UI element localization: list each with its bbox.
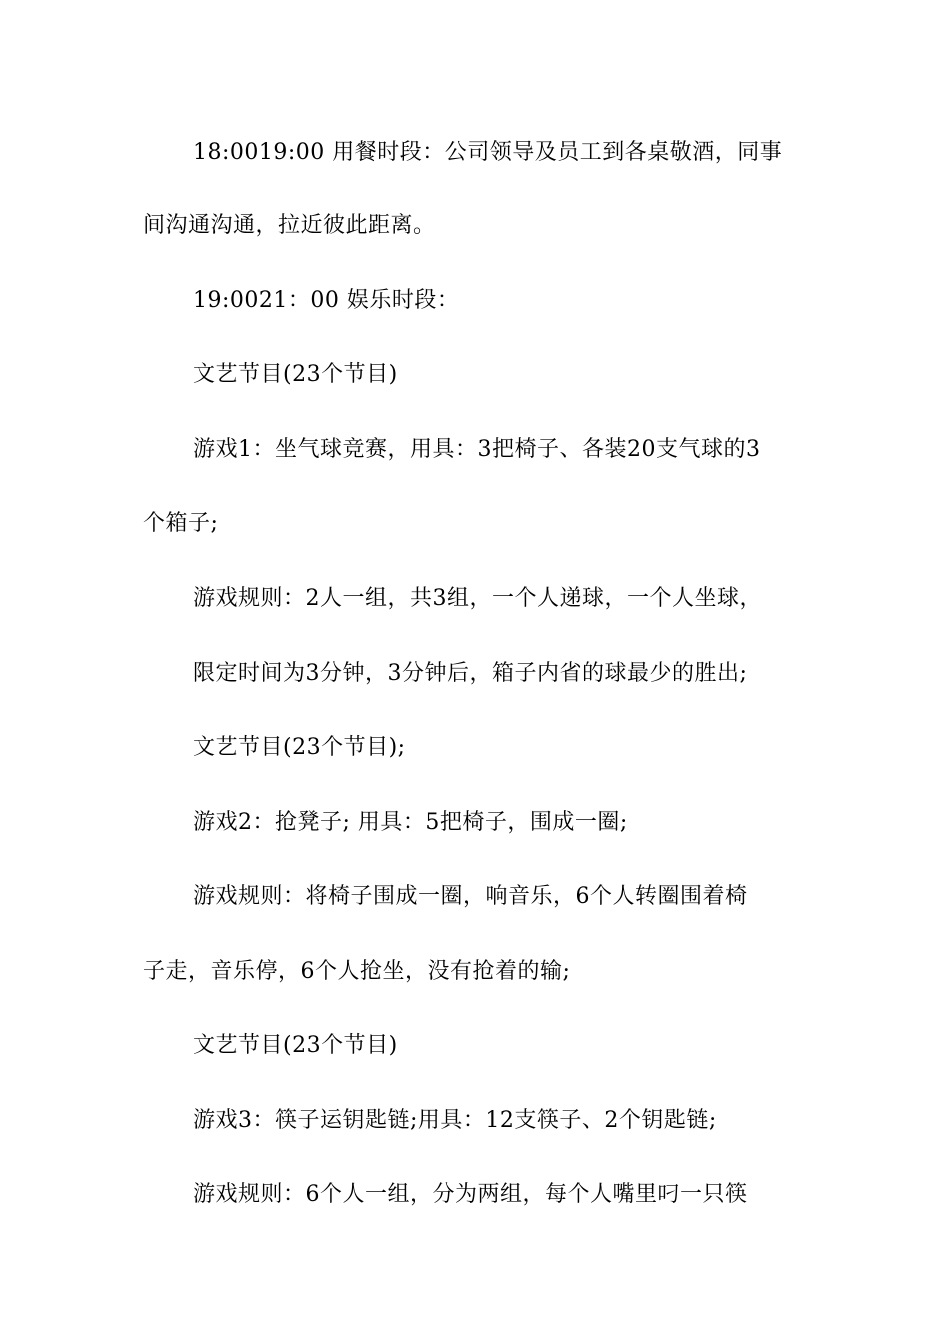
paragraph-line: 文艺节目(23个节目) <box>193 362 398 387</box>
paragraph-line: 个箱子; <box>143 511 219 536</box>
paragraph-line: 文艺节目(23个节目); <box>193 735 406 760</box>
paragraph-line: 19:0021：00 娱乐时段： <box>193 288 460 313</box>
paragraph-line: 游戏3：筷子运钥匙链;用具：12支筷子、2个钥匙链; <box>193 1108 717 1133</box>
paragraph-line: 文艺节目(23个节目) <box>193 1033 398 1058</box>
paragraph-line: 游戏1：坐气球竞赛，用具：3把椅子、各装20支气球的3 <box>193 437 761 462</box>
paragraph-line: 子走，音乐停，6个人抢坐，没有抢着的输; <box>143 959 571 984</box>
paragraph-line: 游戏规则：6个人一组，分为两组，每个人嘴里叼一只筷 <box>193 1182 748 1207</box>
paragraph-line: 间沟通沟通，拉近彼此距离。 <box>143 213 436 238</box>
paragraph-line: 18:0019:00 用餐时段：公司领导及员工到各桌敬酒，同事 <box>193 140 783 165</box>
paragraph-line: 游戏规则：将椅子围成一圈，响音乐，6个人转圈围着椅 <box>193 884 748 909</box>
paragraph-line: 游戏2：抢凳子; 用具：5把椅子，围成一圈; <box>193 810 628 835</box>
paragraph-line: 游戏规则：2人一组，共3组，一个人递球，一个人坐球， <box>193 586 762 611</box>
paragraph-line: 限定时间为3分钟，3分钟后，箱子内省的球最少的胜出; <box>193 661 748 686</box>
